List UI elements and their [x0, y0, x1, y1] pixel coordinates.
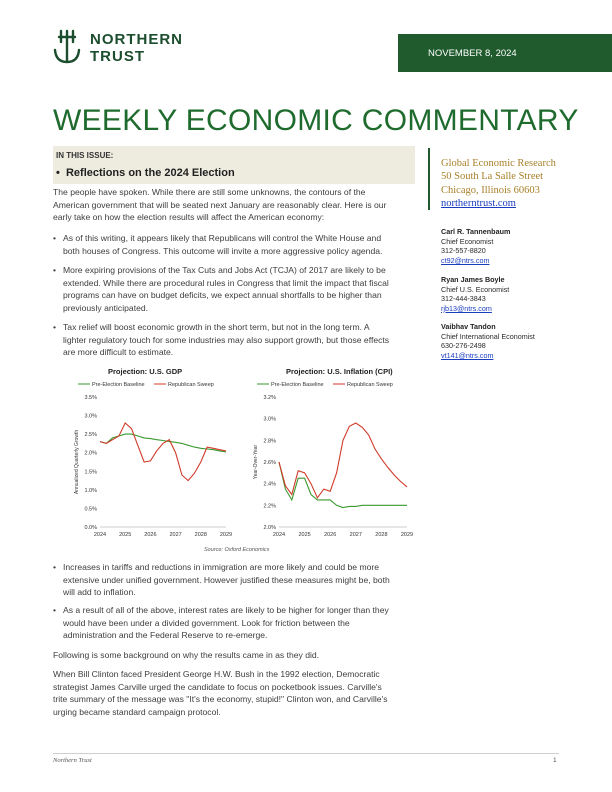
legend-label: Republican Sweep — [347, 382, 393, 388]
org-street: 50 South La Salle Street — [441, 171, 544, 182]
y-tick-label: 3.2% — [263, 395, 276, 401]
text-line: are more difficult to estimate. — [63, 347, 174, 358]
bullet-icon: • — [56, 167, 66, 179]
website-link[interactable]: northerntrust.com — [441, 198, 516, 209]
y-tick-label: 1.5% — [84, 469, 97, 476]
x-tick-label: 2029 — [400, 532, 414, 538]
contact-name: Carl R. Tannenbaum — [441, 227, 511, 236]
text-line: administration and the Federal Reserve to re-emerge. — [63, 630, 268, 641]
logo[interactable] — [52, 28, 202, 68]
contact-card — [441, 275, 509, 313]
x-tick-label: 2025 — [298, 532, 311, 538]
text-line: strategist James Carville urged the candidate to focus on pocketbook issues. Carville's — [53, 681, 382, 692]
sidebar — [432, 148, 612, 368]
bullet-item — [53, 264, 415, 314]
contact-name: Vaibhav Tandon — [441, 322, 496, 331]
contact-name: Ryan James Boyle — [441, 275, 505, 284]
page-title: WEEKLY ECONOMIC COMMENTARY — [53, 104, 579, 137]
chart-source: Source: Oxford Economics — [204, 547, 270, 553]
y-tick-label: 2.5% — [84, 432, 97, 439]
logo-line2: TRUST — [90, 48, 145, 65]
y-tick-label: 1.0% — [84, 487, 97, 494]
bullet-item — [53, 604, 415, 642]
text-line: Following is some background on why the results came in as they did. — [53, 650, 320, 660]
y-tick-label: 2.8% — [263, 438, 276, 445]
x-tick-label: 2027 — [349, 532, 362, 538]
footer-rule — [53, 753, 559, 754]
x-tick-label: 2028 — [375, 532, 388, 538]
contact-email[interactable]: rjb13@ntrs.com — [441, 303, 492, 313]
text-line: extended. While there are procedural rules in Congress that limit the impact that fiscal — [63, 277, 389, 288]
bullet-item — [53, 321, 415, 359]
background-paragraph — [53, 649, 413, 662]
report-date: NOVEMBER 8, 2024 — [428, 47, 517, 59]
y-tick-label: 0.5% — [84, 506, 97, 513]
y-tick-label: 2.4% — [263, 481, 276, 488]
text-line: will add to inflation. — [63, 587, 136, 598]
x-tick-label: 2027 — [169, 532, 182, 538]
y-axis-label: Annualized Quarterly Growth — [74, 429, 80, 495]
text-line: programs can have on budget deficits, we expect annual shortfalls to be higher than — [63, 290, 382, 301]
chart-title-cpi: Projection: U.S. Inflation (CPI) — [286, 367, 393, 376]
issue-box — [53, 146, 415, 184]
y-tick-label: 2.2% — [263, 503, 276, 510]
contact-title: Chief Economist — [441, 236, 494, 246]
text-line: • More expiring provisions of the Tax Cuts and Jobs Act (TCJA) of 2017 are likely to be — [63, 265, 386, 275]
cpi-chart — [235, 375, 415, 545]
gdp-chart — [60, 375, 235, 545]
page-number: 1 — [553, 757, 557, 764]
chart-title-gdp: Projection: U.S. GDP — [108, 367, 183, 376]
bullet-item — [53, 232, 415, 257]
text-line: urging became standard campaign protocol. — [53, 706, 221, 717]
contact-card — [441, 322, 535, 360]
contact-phone: 312-557-8820 — [441, 246, 486, 255]
text-line: extensive under unified government. However justified these measures might be, both — [63, 574, 390, 585]
clinton-paragraph — [53, 668, 413, 718]
date-banner — [398, 34, 612, 72]
x-tick-label: 2026 — [144, 532, 157, 538]
y-tick-label: 3.0% — [84, 413, 97, 420]
contact-phone: 630-276-2498 — [441, 341, 486, 350]
text-line: lighter regulatory touch for some industries may also support growth, but those effects — [63, 334, 390, 345]
logo-line1: NORTHERN — [90, 31, 183, 48]
x-tick-label: 2024 — [93, 532, 107, 538]
series-line — [100, 423, 226, 481]
y-tick-label: 3.5% — [84, 395, 97, 401]
x-tick-label: 2028 — [194, 532, 207, 538]
contact-card — [441, 227, 510, 265]
intro-paragraph — [53, 186, 413, 224]
text-line: American government that will be seated next January are reasonably clear. Here is our — [53, 199, 387, 210]
issue-item[interactable]: • Reflections on the 2024 Election — [56, 167, 235, 179]
sidebar-rule — [428, 148, 430, 210]
text-line: • As a result of all of the above, interest rates are likely to be higher for longer than they — [63, 605, 389, 615]
y-tick-label: 3.0% — [263, 416, 276, 423]
text-line: previously anticipated. — [63, 302, 149, 313]
y-tick-label: 2.6% — [263, 460, 276, 466]
text-line: would have been under a divided government. Look for friction between the — [63, 617, 350, 628]
x-tick-label: 2024 — [272, 532, 286, 538]
contact-title: Chief International Economist — [441, 331, 535, 341]
series-line — [279, 462, 407, 508]
text-line: both houses of Congress. This outcome will invite a more aggressive policy agenda. — [63, 245, 383, 256]
legend-label: Pre-Election Baseline — [92, 382, 145, 388]
y-axis-label: Year-Over-Year — [253, 444, 259, 480]
legend-label: Pre-Election Baseline — [271, 382, 324, 388]
series-line — [279, 423, 407, 498]
text-line: When Bill Clinton faced President George H.W. Bush in the 1992 election, Democratic — [53, 669, 380, 679]
org-name: Global Economic Research — [441, 158, 556, 169]
x-tick-label: 2025 — [119, 532, 132, 538]
footer-brand: Northern Trust — [53, 757, 92, 764]
text-line: • Tax relief will boost economic growth in the short term, but not in the long term. A — [63, 322, 370, 332]
anchor-logo-icon — [52, 28, 82, 66]
text-line: • As of this writing, it appears likely that Republicans will control the White House and — [63, 233, 382, 243]
issue-label: IN THIS ISSUE: — [56, 151, 114, 160]
contact-phone: 312-444-3843 — [441, 294, 486, 303]
contact-email[interactable]: vt141@ntrs.com — [441, 350, 494, 360]
y-tick-label: 2.0% — [84, 450, 97, 457]
x-tick-label: 2026 — [324, 532, 337, 538]
x-tick-label: 2029 — [219, 532, 233, 538]
bullet-item — [53, 561, 415, 599]
legend-label: Republican Sweep — [168, 382, 214, 388]
text-line: trite summary of the message was "It's the economy, stupid!" Clinton won, and Carville's — [53, 694, 388, 705]
contact-email[interactable]: ct92@ntrs.com — [441, 255, 490, 265]
y-tick-label: 0.0% — [84, 525, 97, 531]
text-line: • Increases in tariffs and reductions in immigration are more likely and could be more — [63, 562, 380, 572]
y-tick-label: 2.0% — [263, 525, 276, 531]
text-line: The people have spoken. While there are still some unknowns, the contours of the — [53, 187, 366, 197]
text-line: early take on how the election results will affect the American economy: — [53, 212, 325, 223]
contact-title: Chief U.S. Economist — [441, 284, 510, 294]
org-city: Chicago, Illinois 60603 — [441, 185, 540, 196]
